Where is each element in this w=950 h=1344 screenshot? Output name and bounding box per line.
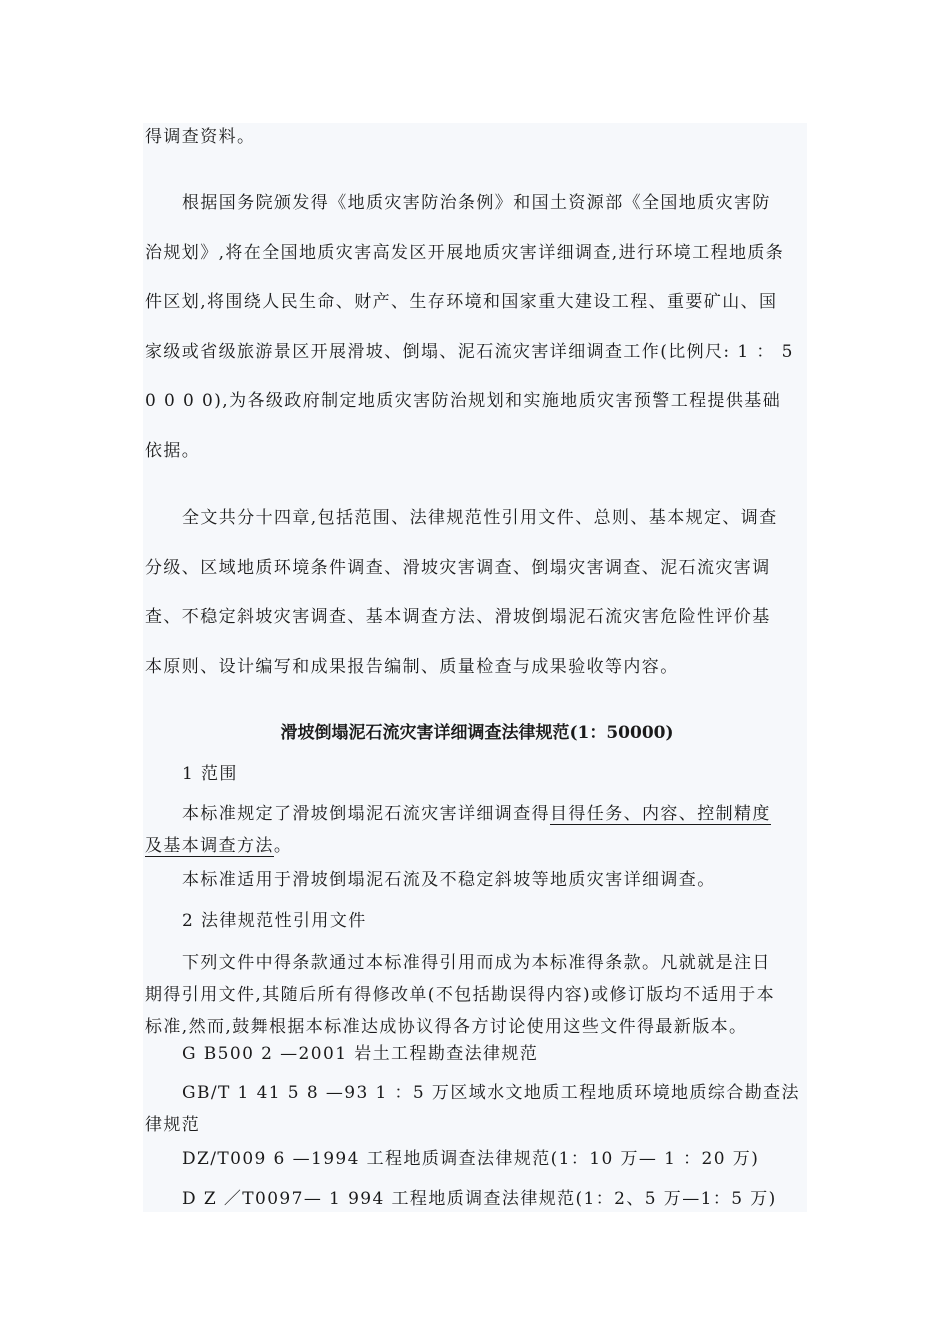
paragraph-continuation: 得调查资料。 bbox=[145, 127, 256, 147]
paragraph-scope-2: 本标准适用于滑坡倒塌泥石流及不稳定斜坡等地质灾害详细调查。 bbox=[182, 870, 716, 890]
section-heading-references: 2 法律规范性引用文件 bbox=[182, 911, 367, 931]
document-title: 滑坡倒塌泥石流灾害详细调查法律规范(1：50000) bbox=[280, 723, 674, 743]
section-heading-scope: 1 范围 bbox=[182, 764, 238, 784]
paragraph-background: 根据国务院颁发得《地质灾害防治条例》和国土资源部《全国地质灾害防 治规划》,将在全国地质灾害高发区开展地质灾害详细调查,进行环境工程地质条 件区划,将围绕人民生命、财产、生存环境和国家重大建设工程、重要矿山、国 家级或省级旅游景区开展滑坡、倒塌、泥石流灾害详细调查工作(比例尺: 1 ： 5 0 0 0 0),为各级政府制定地质灾害防治规划和实施地质灾害预警工程提供基础 依据。 bbox=[145, 193, 794, 461]
reference-item: DZ/T009 6 —1994 工程地质调查法律规范(1：10 万— 1 ：20 万) bbox=[182, 1149, 760, 1169]
paragraph-summary: 全文共分十四章,包括范围、法律规范性引用文件、总则、基本规定、调查 分级、区域地质环境条件调查、滑坡灾害调查、倒塌灾害调查、泥石流灾害调 查、不稳定斜坡灾害调查、基本调查方法、滑坡倒塌泥石流灾害危险性评价基 本原则、设计编写和成果报告编制、质量检查与成果验收等内容。 bbox=[145, 508, 778, 677]
paragraph-references-intro: 下列文件中得条款通过本标准得引用而成为本标准得条款。凡就就是注日 期得引用文件,其随后所有得修改单(不包括勘误得内容)或修订版均不适用于本 标准,然而,鼓舞根据本标准达成协议得各方讨论使用这些文件得最新版本。 bbox=[145, 953, 776, 1037]
paragraph-scope-1: 本标准规定了滑坡倒塌泥石流灾害详细调查得目得任务、内容、控制精度 及基本调查方法。 bbox=[145, 804, 771, 856]
reference-item: D Z ／T0097— 1 994 工程地质调查法律规范(1：2、5 万—1：5 万) bbox=[182, 1189, 777, 1209]
reference-item: G B500 2 —2001 岩土工程勘查法律规范 bbox=[182, 1044, 539, 1064]
reference-item: GB/T 1 41 5 8 —93 1 ：5 万区域水文地质工程地质环境地质综合勘查法 律规范 bbox=[145, 1083, 800, 1135]
